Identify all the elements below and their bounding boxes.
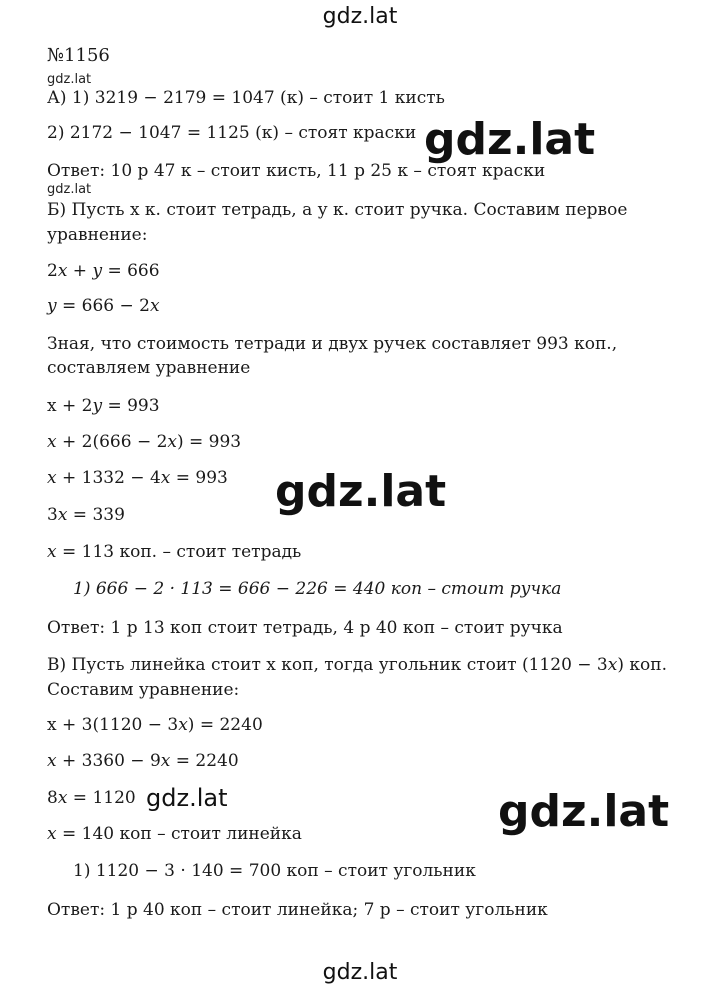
part-a-line-1: А) 1) 3219 − 2179 = 1047 (к) – стоит 1 кисть xyxy=(47,88,445,108)
watermark-mid: gdz.lat xyxy=(146,784,228,812)
task-number: №1156 xyxy=(47,45,110,66)
part-c-step: 1) 1120 − 3 · 140 = 700 коп – стоит угольник xyxy=(73,861,476,881)
part-b-equation: х + 2𝑦 = 993 xyxy=(47,396,160,416)
watermark-big: gdz.lat xyxy=(275,466,447,517)
part-a-line-2: 2) 2172 − 1047 = 1125 (к) – стоят краски xyxy=(47,123,417,143)
part-a-answer: Ответ: 10 р 47 к – стоит кисть, 11 р 25 к – стоят краски xyxy=(47,161,546,181)
part-b-step: 1) 666 − 2 · 113 = 666 − 226 = 440 коп – стоит ручка xyxy=(73,579,562,599)
part-b-text-2: составляем уравнение xyxy=(47,358,251,378)
part-b-intro-1: Б) Пусть х к. стоит тетрадь, а у к. стоит ручка. Составим первое xyxy=(47,200,628,220)
watermark-small: gdz.lat xyxy=(47,72,92,87)
part-c-intro-1: В) Пусть линейка стоит х коп, тогда угольник стоит (1120 − 3𝑥) коп. xyxy=(47,655,667,675)
part-c-answer: Ответ: 1 р 40 коп – стоит линейка; 7 р – стоит угольник xyxy=(47,900,548,920)
watermark-big: gdz.lat xyxy=(424,114,596,165)
part-c-equation: 𝑥 + 3360 − 9𝑥 = 2240 xyxy=(47,751,239,771)
watermark-top: gdz.lat xyxy=(322,4,398,29)
watermark-big: gdz.lat xyxy=(498,786,670,837)
part-c-equation: 𝑥 = 140 коп – стоит линейка xyxy=(47,824,302,844)
part-c-equation: 8𝑥 = 1120 xyxy=(47,788,136,808)
part-b-equation: 2𝑥 + 𝑦 = 666 xyxy=(47,261,160,281)
watermark-small: gdz.lat xyxy=(47,182,92,197)
watermark-bottom: gdz.lat xyxy=(322,960,398,985)
part-b-answer: Ответ: 1 р 13 коп стоит тетрадь, 4 р 40 коп – стоит ручка xyxy=(47,618,563,638)
part-b-equation: 3𝑥 = 339 xyxy=(47,505,125,525)
part-c-intro-2: Составим уравнение: xyxy=(47,680,240,700)
part-b-equation: 𝑥 = 113 коп. – стоит тетрадь xyxy=(47,542,302,562)
part-b-intro-2: уравнение: xyxy=(47,225,148,245)
part-b-equation: 𝑦 = 666 − 2𝑥 xyxy=(47,296,160,316)
part-c-equation: х + 3(1120 − 3𝑥) = 2240 xyxy=(47,715,263,735)
part-b-equation: 𝑥 + 2(666 − 2𝑥) = 993 xyxy=(47,432,242,452)
part-b-equation: 𝑥 + 1332 − 4𝑥 = 993 xyxy=(47,468,228,488)
part-b-text-1: Зная, что стоимость тетради и двух ручек составляет 993 коп., xyxy=(47,334,618,354)
